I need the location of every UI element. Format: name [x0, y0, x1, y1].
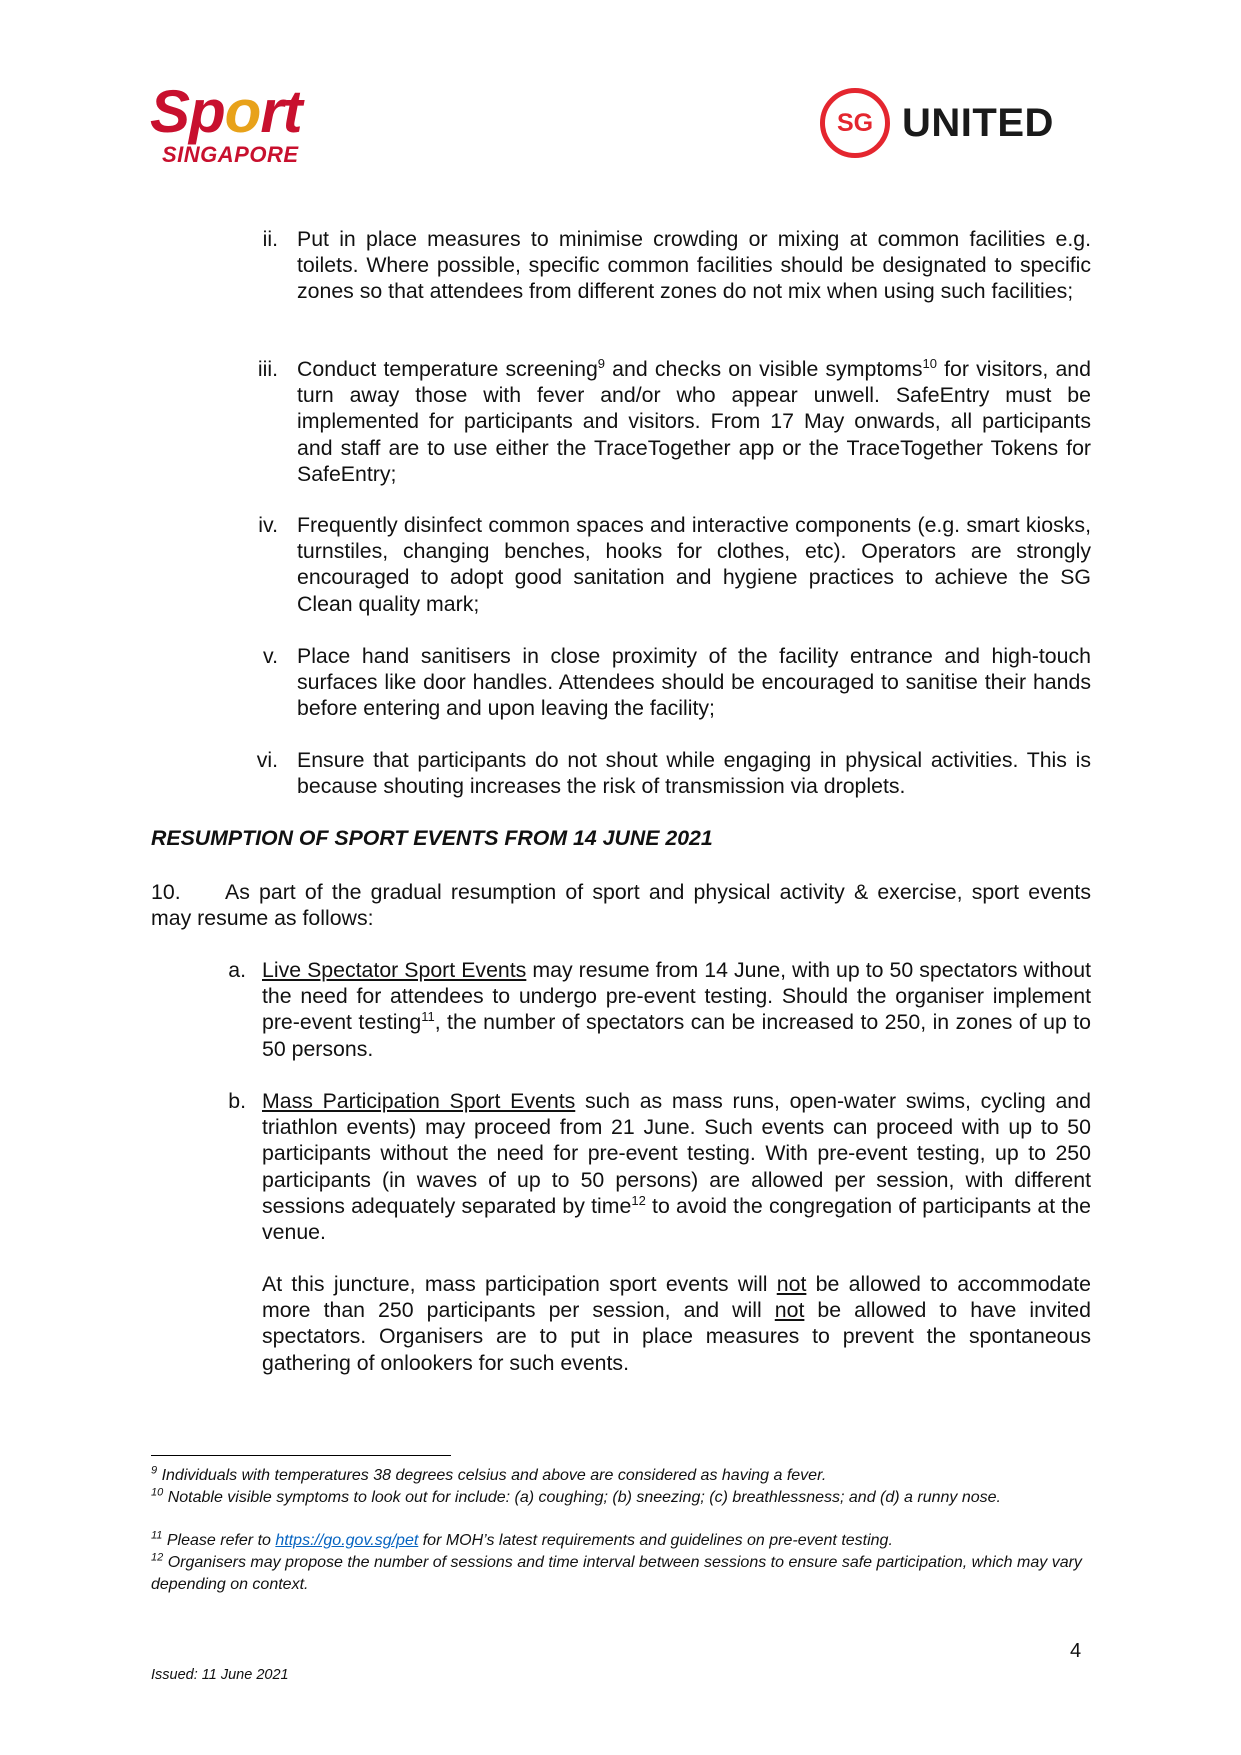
- item-num-ii: ii.: [262, 227, 278, 251]
- sub-item-a-part-b: , the number of spectators can be increased to 250, in zones of up to 50 persons.: [262, 1010, 1092, 1061]
- paragraph-10-num: 10.: [151, 880, 181, 904]
- list-item-iii: [297, 356, 1091, 487]
- list-item-ii: [297, 226, 1091, 305]
- paragraph-10-text: [151, 879, 1091, 931]
- item-text-iii: [297, 356, 1091, 487]
- sub-item-a-text: [262, 957, 1091, 1062]
- footnote-ref-11[interactable]: 11: [421, 1009, 435, 1025]
- item-text-vi: Ensure that participants do not shout while engaging in physical activities. This is because shouting increases the risk of transmission via droplets.: [297, 748, 1091, 799]
- footnote-12-text: Organisers may propose the number of sessions and time interval between sessions to ensure safe participation, which may vary depending on context.: [151, 1554, 1082, 1593]
- sub-item-b-continued-text: [262, 1271, 1091, 1376]
- emphasis-not-1: not: [776, 1272, 807, 1296]
- sport-singapore-logo: [150, 78, 340, 172]
- item-num-iii: iii.: [257, 357, 278, 381]
- footnote-11-text-b: for MOH’s latest requirements and guidelines on pre-event testing.: [418, 1532, 893, 1549]
- cont-part-c: be allowed to have invited spectators. Organisers are to put in place measures to prevent the spontaneous gathering of onlookers for such events.: [262, 1298, 1091, 1375]
- live-spectator-title: Live Spectator Sport Events: [262, 958, 527, 982]
- footnote-9: [151, 1465, 1091, 1487]
- item-iii-part-b: and checks on visible symptoms: [605, 357, 923, 381]
- sg-circle-badge: SG: [820, 88, 890, 158]
- sg-united-logo: [820, 88, 1090, 160]
- page-number: 4: [1070, 1640, 1082, 1662]
- footnote-9-text: Individuals with temperatures 38 degrees celsius and above are considered as having a fever.: [157, 1467, 827, 1484]
- pet-guidelines-link[interactable]: https://go.gov.sg/pet: [275, 1532, 419, 1549]
- item-text-v: Place hand sanitisers in close proximity of the facility entrance and high-touch surfaces like door handles. Attendees should be encouraged to sanitise their hands before entering and upon leaving the facility;: [297, 644, 1091, 721]
- emphasis-not-2: not: [774, 1298, 805, 1323]
- item-text-ii: Put in place measures to minimise crowding or mixing at common facilities e.g. toilets. Where possible, specific common facilities should be designated to specific zones so that attendees from different zones do not mix when using such facilities;: [297, 227, 1091, 304]
- footnote-9-num: 9: [151, 1464, 158, 1477]
- logo-sport-o: o: [224, 78, 261, 145]
- logo-singapore-text: SINGAPORE: [162, 142, 299, 167]
- section-heading: RESUMPTION OF SPORT EVENTS FROM 14 JUNE 2021: [151, 826, 713, 850]
- sub-item-b-part-b: to avoid the congregation of participants at the venue.: [262, 1193, 1092, 1245]
- item-num-v: v.: [263, 644, 278, 668]
- footnote-ref-12[interactable]: 12: [631, 1192, 646, 1208]
- footnote-10-text: Notable visible symptoms to look out for include: (a) coughing; (b) sneezing; (c) breathlessness; and (d) a runny nose.: [163, 1489, 1001, 1506]
- paragraph-10-body: As part of the gradual resumption of sport and physical activity & exercise, sport events may resume as follows:: [151, 880, 1091, 931]
- footnote-divider: [151, 1455, 451, 1456]
- sub-item-num-a: a.: [228, 958, 246, 982]
- item-iii-part-c: for visitors, and turn away those with fever and/or who appear unwell. SafeEntry must be implemented for participants and visitors. From 17 May onwards, all participants and staff are to use either the TraceTogether app or the TraceTogether Tokens for SafeEntry;: [297, 357, 1091, 486]
- sub-item-a-part-a: may resume from 14 June, with up to 50 spectators without the need for attendees to undergo pre-event testing. Should the organiser implement pre-event testing: [262, 958, 1091, 1035]
- list-item-v: [297, 643, 1091, 722]
- logo-sport-text: Sp: [150, 78, 225, 145]
- logo-sport-text-end: rt: [260, 78, 302, 145]
- footnote-10-num: 10: [151, 1486, 164, 1499]
- sub-item-b: [262, 1088, 1091, 1245]
- footnote-ref-10[interactable]: 10: [922, 355, 937, 371]
- footnote-11-text-a: Please refer to: [162, 1532, 276, 1549]
- issued-date: Issued: 11 June 2021: [151, 1667, 289, 1683]
- footnote-12-num: 12: [151, 1551, 164, 1564]
- sub-item-a: [262, 957, 1091, 1062]
- footnote-ref-9[interactable]: 9: [597, 355, 606, 371]
- item-num-iv: iv.: [258, 513, 278, 537]
- footnote-11: [151, 1530, 1091, 1552]
- sub-item-num-b: b.: [228, 1089, 246, 1113]
- item-text-iv: Frequently disinfect common spaces and interactive components (e.g. smart kiosks, turnstiles, changing benches, hooks for clothes, etc). Operators are strongly encouraged to adopt good sanitation and hygiene practices to achieve the SG Clean quality mark;: [297, 513, 1091, 616]
- sub-item-b-continued: [262, 1271, 1091, 1376]
- cont-part-b: be allowed to accommodate more than 250 participants per session, and will: [262, 1272, 1091, 1323]
- list-item-vi: [297, 747, 1091, 799]
- list-item-iv: [297, 512, 1091, 617]
- footnote-10: [151, 1487, 1091, 1509]
- item-iii-part-a: Conduct temperature screening: [297, 357, 598, 381]
- mass-participation-title: Mass Participation Sport Events: [262, 1089, 576, 1113]
- paragraph-10: [151, 879, 1091, 931]
- footnote-11-num: 11: [151, 1529, 163, 1542]
- item-num-vi: vi.: [256, 748, 278, 772]
- united-wordmark: UNITED: [902, 101, 1054, 145]
- sub-item-b-text: [262, 1088, 1091, 1245]
- logo-sport-wordmark: [150, 78, 340, 145]
- sub-item-b-part-a: such as mass runs, open-water swims, cycling and triathlon events) may proceed from 21 June. Such events can proceed with up to 50 participants without the need for pre-event testing. With pre-event testing, up to 250 participants (in waves of up to 50 persons) are allowed per session, with different sessions adequately separated by time: [262, 1089, 1091, 1218]
- footnote-12: [151, 1552, 1091, 1595]
- cont-part-a: At this juncture, mass participation sport events will: [262, 1272, 777, 1296]
